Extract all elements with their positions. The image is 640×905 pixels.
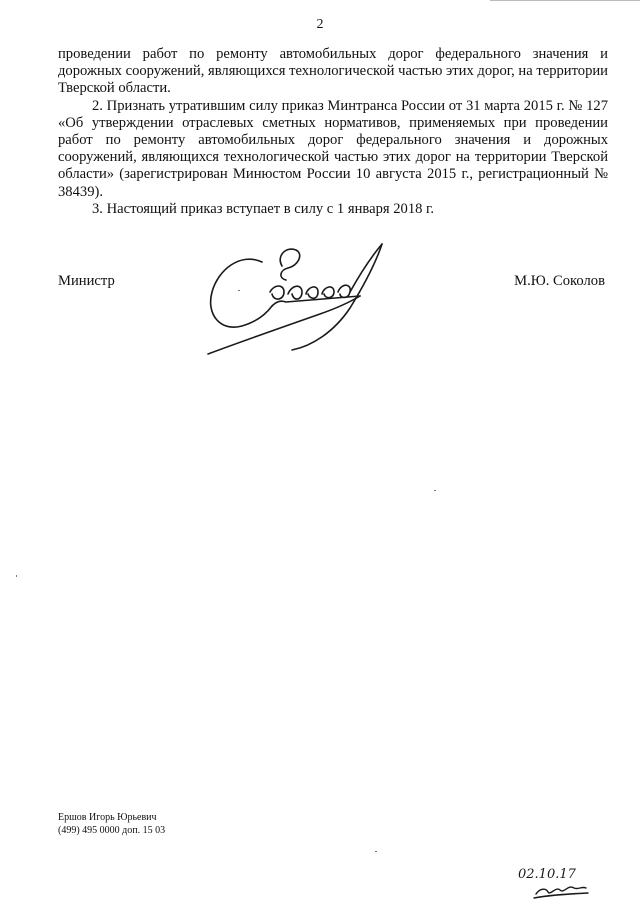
paragraph-item-2: 2. Признать утратившим силу приказ Минтранса России от 31 марта 2015 г. № 127 «Об утверждении отраслевых сметных нормативов, применяемых при проведении работ по ремонту автомобильных дорог федерального значения и дорожных сооружений, являющихся технологической частью этих дорог на территории Тверской области» (зарегистрирован Минюстом России 10 августа 2015 г., регистрационный № 38439). xyxy=(58,97,608,200)
handwritten-date-mark xyxy=(516,862,596,902)
scan-edge-line xyxy=(490,0,640,1)
handwritten-date-text: 02.10.17 xyxy=(518,867,576,882)
scan-speck xyxy=(238,290,240,291)
executor-phone: (499) 495 0000 доп. 15 03 xyxy=(58,824,166,836)
executor-name: Ершов Игорь Юрьевич xyxy=(58,812,157,823)
scan-speck xyxy=(434,490,436,491)
signer-title: Министр xyxy=(58,273,115,289)
executor-info xyxy=(58,812,165,837)
page-number: 2 xyxy=(316,17,324,32)
document-body xyxy=(58,46,608,218)
scan-speck xyxy=(375,851,377,852)
scan-speck xyxy=(16,575,17,577)
paragraph-continuation: проведении работ по ремонту автомобильных дорог федерального значения и дорожных сооружений, являющихся технологической частью этих дорог, на территории Тверской области. xyxy=(58,46,608,97)
paragraph-item-3: 3. Настоящий приказ вступает в силу с 1 января 2018 г. xyxy=(92,200,435,217)
handwritten-signature xyxy=(200,222,390,362)
signer-name: М.Ю. Соколов xyxy=(514,273,605,289)
